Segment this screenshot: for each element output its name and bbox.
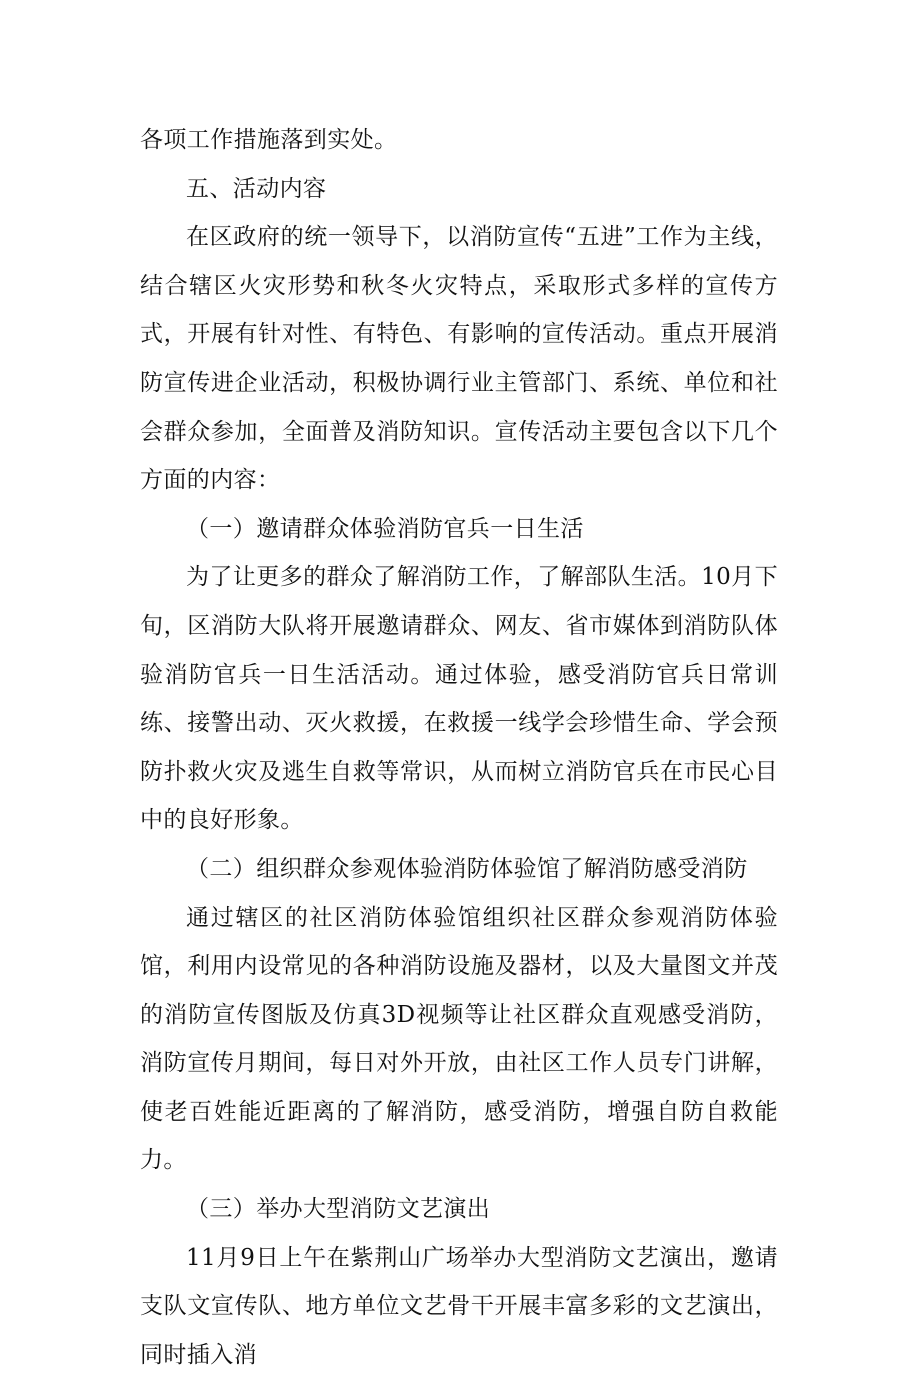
subheading-three: （三）举办大型消防文艺演出 xyxy=(186,1196,491,1223)
paragraph-activity-overview: 在区政府的统一领导下，以消防宣传“五进”工作为主线，结合辖区火灾形势和秋冬火灾特点，采取形式多样的宣传方式，开展有针对性、有特色、有影响的宣传活动。重点开展消防宣传进企业活动，积极协调行业主管部门、系统、单位和社会群众参加，全面普及消防知识。宣传活动主要包含以下几个方面的内容： xyxy=(140,224,778,494)
section-heading-activity-content: 五、活动内容 xyxy=(186,175,327,202)
paragraph-two: 通过辖区的社区消防体验馆组织社区群众参观消防体验馆，利用内设常见的各种消防设施及器材，以及大量图文并茂的消防宣传图版及仿真3D视频等让社区群众直观感受消防，消防宣传月期间，每日对外开放，由社区工作人员专门讲解，使老百姓能近距离的了解消防，感受消防，增强自防自救能力。 xyxy=(140,904,778,1174)
subheading-two: （二）组织群众参观体验消防体验馆了解消防感受消防 xyxy=(186,855,748,882)
paragraph-three: 11月9日上午在紫荆山广场举办大型消防文艺演出，邀请支队文宣传队、地方单位文艺骨干开展丰富多彩的文艺演出，同时插入消 xyxy=(140,1244,778,1368)
subheading-one: （一）邀请群众体验消防官兵一日生活 xyxy=(186,515,584,542)
paragraph-continuation: 各项工作措施落到实处。 xyxy=(140,127,398,153)
paragraph-one: 为了让更多的群众了解消防工作，了解部队生活。10月下旬，区消防大队将开展邀请群众、网友、省市媒体到消防队体验消防官兵一日生活活动。通过体验，感受消防官兵日常训练、接警出动、灭火救援，在救援一线学会珍惜生命、学会预防扑救火灾及逃生自救等常识，从而树立消防官兵在市民心目中的良好形象。 xyxy=(140,564,778,834)
